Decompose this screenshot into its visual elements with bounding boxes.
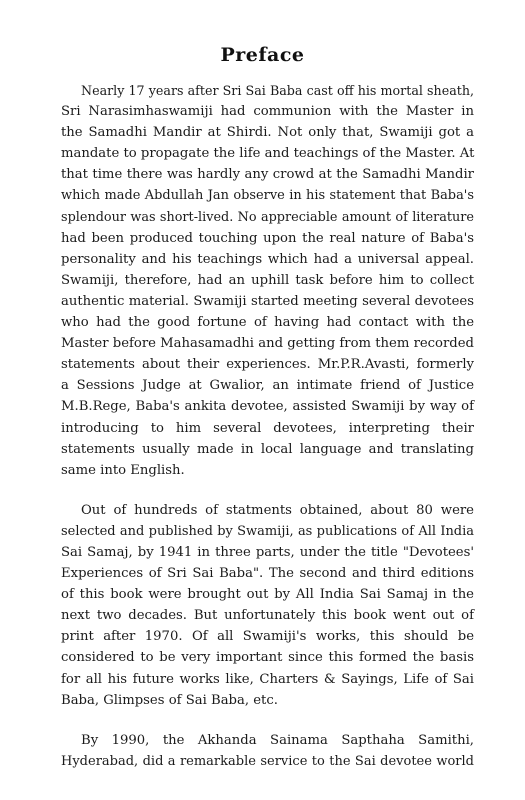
paragraph-line: for all his future works like, Charters & Sayings, Life of Sai (61, 671, 474, 687)
paragraph-line: Out of hundreds of statments obtained, about 80 were (81, 502, 474, 518)
paragraph-line: splendour was short-lived. No appreciable amount of literature (61, 209, 474, 225)
paragraph-line: By 1990, the Akhanda Sainama Sapthaha Samithi, (81, 732, 474, 748)
paragraph-line: statements usually made in local language and translating (61, 441, 474, 457)
paragraph-line: Hyderabad, did a remarkable service to the Sai devotee world (61, 753, 474, 769)
paragraph-line: Sri Narasimhaswamiji had communion with the Master in (61, 104, 474, 120)
paragraph-line: print after 1970. Of all Swamiji's works, this should be (61, 629, 474, 645)
preface-body (61, 80, 474, 772)
paragraph-line: selected and published by Swamiji, as publications of All India (61, 523, 474, 539)
paragraph-1 (61, 80, 474, 481)
paragraph-line: Master before Mahasamadhi and getting from them recorded (61, 336, 474, 352)
paragraph-line: Nearly 17 years after Sri Sai Baba cast off his mortal sheath, (81, 83, 474, 98)
paragraph-line: had been produced touching upon the real nature of Baba's (61, 230, 474, 246)
paragraph-line: Experiences of Sri Sai Baba". The second and third editions (61, 566, 474, 582)
page-title: Preface (220, 44, 305, 66)
paragraph-line: considered to be very important since this formed the basis (61, 650, 474, 666)
paragraph-line: that time there was hardly any crowd at the Samadhi Mandir (61, 167, 474, 183)
paragraph-line: which made Abdullah Jan observe in his statement that Baba's (61, 188, 474, 204)
paragraph-line: same into English. (61, 462, 185, 478)
paragraph-line: Sai Samaj, by 1941 in three parts, under the title "Devotees' (61, 544, 474, 560)
paragraph-line: who had the good fortune of having had contact with the (61, 315, 474, 331)
paragraph-3 (61, 730, 474, 772)
paragraph-line: authentic material. Swamiji started meeting several devotees (61, 293, 474, 309)
paragraph-line: of this book were brought out by All India Sai Samaj in the (61, 587, 474, 603)
paragraph-line: M.B.Rege, Baba's ankita devotee, assisted Swamiji by way of (61, 399, 474, 415)
paragraph-line: statements about their experiences. Mr.P.R.Avasti, formerly (61, 357, 474, 373)
paragraph-line: a Sessions Judge at Gwalior, an intimate friend of Justice (61, 378, 474, 394)
paragraph-line: personality and his teachings which had a universal appeal. (61, 251, 474, 267)
paragraph-line: Swamiji, therefore, had an uphill task before him to collect (61, 272, 474, 288)
paragraph-2 (61, 500, 474, 711)
paragraph-line: next two decades. But unfortunately this book went out of (61, 608, 474, 624)
paragraph-line: the Samadhi Mandir at Shirdi. Not only that, Swamiji got a (61, 125, 474, 141)
paragraph-line: mandate to propagate the life and teachings of the Master. At (61, 146, 475, 162)
paragraph-line: Baba, Glimpses of Sai Baba, etc. (61, 692, 278, 708)
paragraph-line: introducing to him several devotees, interpreting their (61, 420, 474, 436)
